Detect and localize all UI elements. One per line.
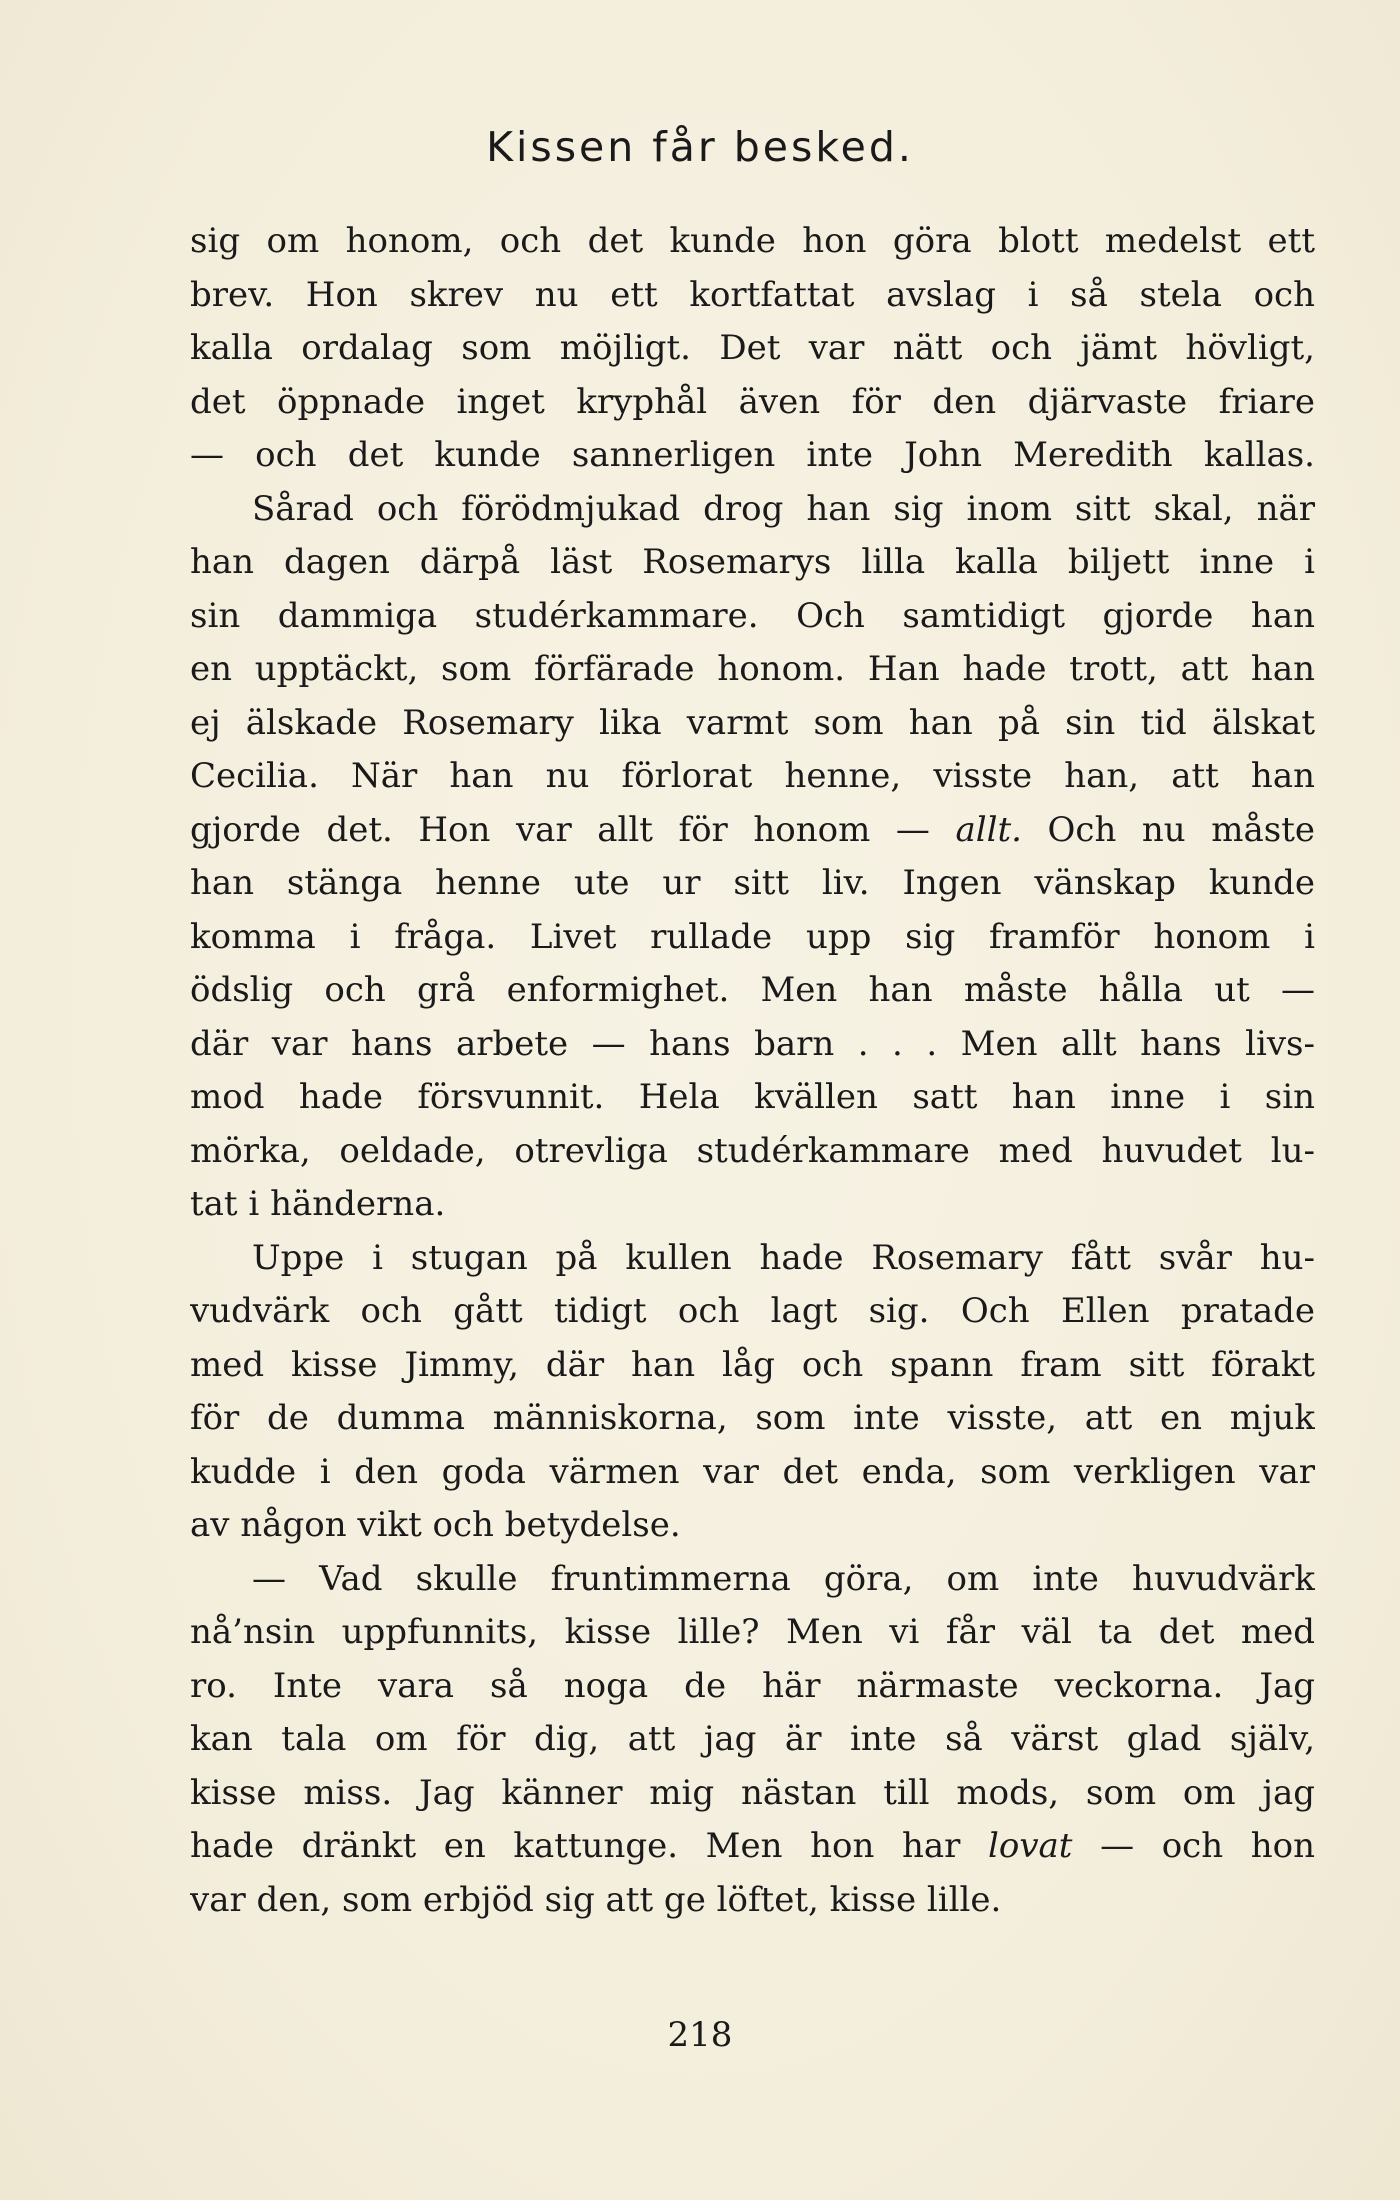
text-line: gjorde det. Hon var allt för honom — allt. Och nu måste: [190, 809, 1315, 850]
text-line: av någon vikt och betydelse.: [190, 1505, 681, 1545]
text-line: ro. Inte vara så noga de här närmaste veckorna. Jag: [190, 1665, 1315, 1706]
text-line: han stänga henne ute ur sitt liv. Ingen vänskap kunde: [190, 863, 1315, 903]
text-line: ej älskade Rosemary lika varmt som han på sin tid älskat: [190, 702, 1315, 743]
text-line: nå’nsin uppfunnits, kisse lille? Men vi får väl ta det med: [190, 1612, 1315, 1652]
emphasis-word: lovat: [987, 1826, 1073, 1866]
text-line: där var hans arbete — hans barn . . . Men allt hans livs-: [190, 1023, 1315, 1064]
text-line: vudvärk och gått tidigt och lagt sig. Och Ellen pratade: [190, 1291, 1315, 1331]
text-line: kalla ordalag som möjligt. Det var nätt och jämt hövligt,: [190, 328, 1315, 368]
text-line: med kisse Jimmy, där han låg och spann fram sitt förakt: [190, 1344, 1315, 1385]
text-line: Uppe i stugan på kullen hade Rosemary fått svår hu-: [252, 1237, 1315, 1278]
text-line: var den, som erbjöd sig att ge löftet, kisse lille.: [190, 1879, 1002, 1920]
text-line: tat i händerna.: [190, 1184, 446, 1224]
page-number: 218: [667, 2015, 733, 2055]
emphasis-word: allt.: [955, 809, 1022, 850]
text-line: mod hade försvunnit. Hela kvällen satt han inne i sin: [190, 1077, 1315, 1117]
body-text: [190, 215, 1315, 1927]
text-line: ödslig och grå enformighet. Men han måste hålla ut —: [190, 970, 1315, 1010]
text-line: hade dränkt en kattunge. Men hon har lovat — och hon: [190, 1826, 1315, 1866]
text-line: mörka, oeldade, otrevliga studérkammare med huvudet lu-: [190, 1130, 1315, 1171]
text-line: brev. Hon skrev nu ett kortfattat avslag i så stela och: [190, 274, 1315, 315]
text-line: det öppnade inget kryphål även för den djärvaste friare: [190, 381, 1315, 422]
text-line: kudde i den goda värmen var det enda, som verkligen var: [190, 1451, 1315, 1492]
text-line: sin dammiga studérkammare. Och samtidigt gjorde han: [190, 595, 1315, 636]
text-line: Sårad och förödmjukad drog han sig inom sitt skal, när: [252, 488, 1315, 529]
text-line: Cecilia. När han nu förlorat henne, visste han, att han: [190, 756, 1315, 796]
text-line: — Vad skulle fruntimmerna göra, om inte huvudvärk: [252, 1558, 1315, 1599]
text-line: en upptäckt, som förfärade honom. Han hade trott, att han: [190, 649, 1315, 689]
text-line: komma i fråga. Livet rullade upp sig framför honom i: [190, 916, 1315, 957]
text-line: sig om honom, och det kunde hon göra blott medelst ett: [190, 221, 1315, 261]
text-line: kisse miss. Jag känner mig nästan till mods, som om jag: [190, 1772, 1315, 1813]
text-line: för de dumma människorna, som inte visste, att en mjuk: [190, 1398, 1315, 1438]
text-line: kan tala om för dig, att jag är inte så värst glad själv,: [190, 1719, 1315, 1759]
text-line: han dagen därpå läst Rosemarys lilla kalla biljett inne i: [190, 542, 1315, 582]
text-line: — och det kunde sannerligen inte John Meredith kallas.: [190, 435, 1315, 475]
running-head: Kissen får besked.: [486, 123, 914, 171]
